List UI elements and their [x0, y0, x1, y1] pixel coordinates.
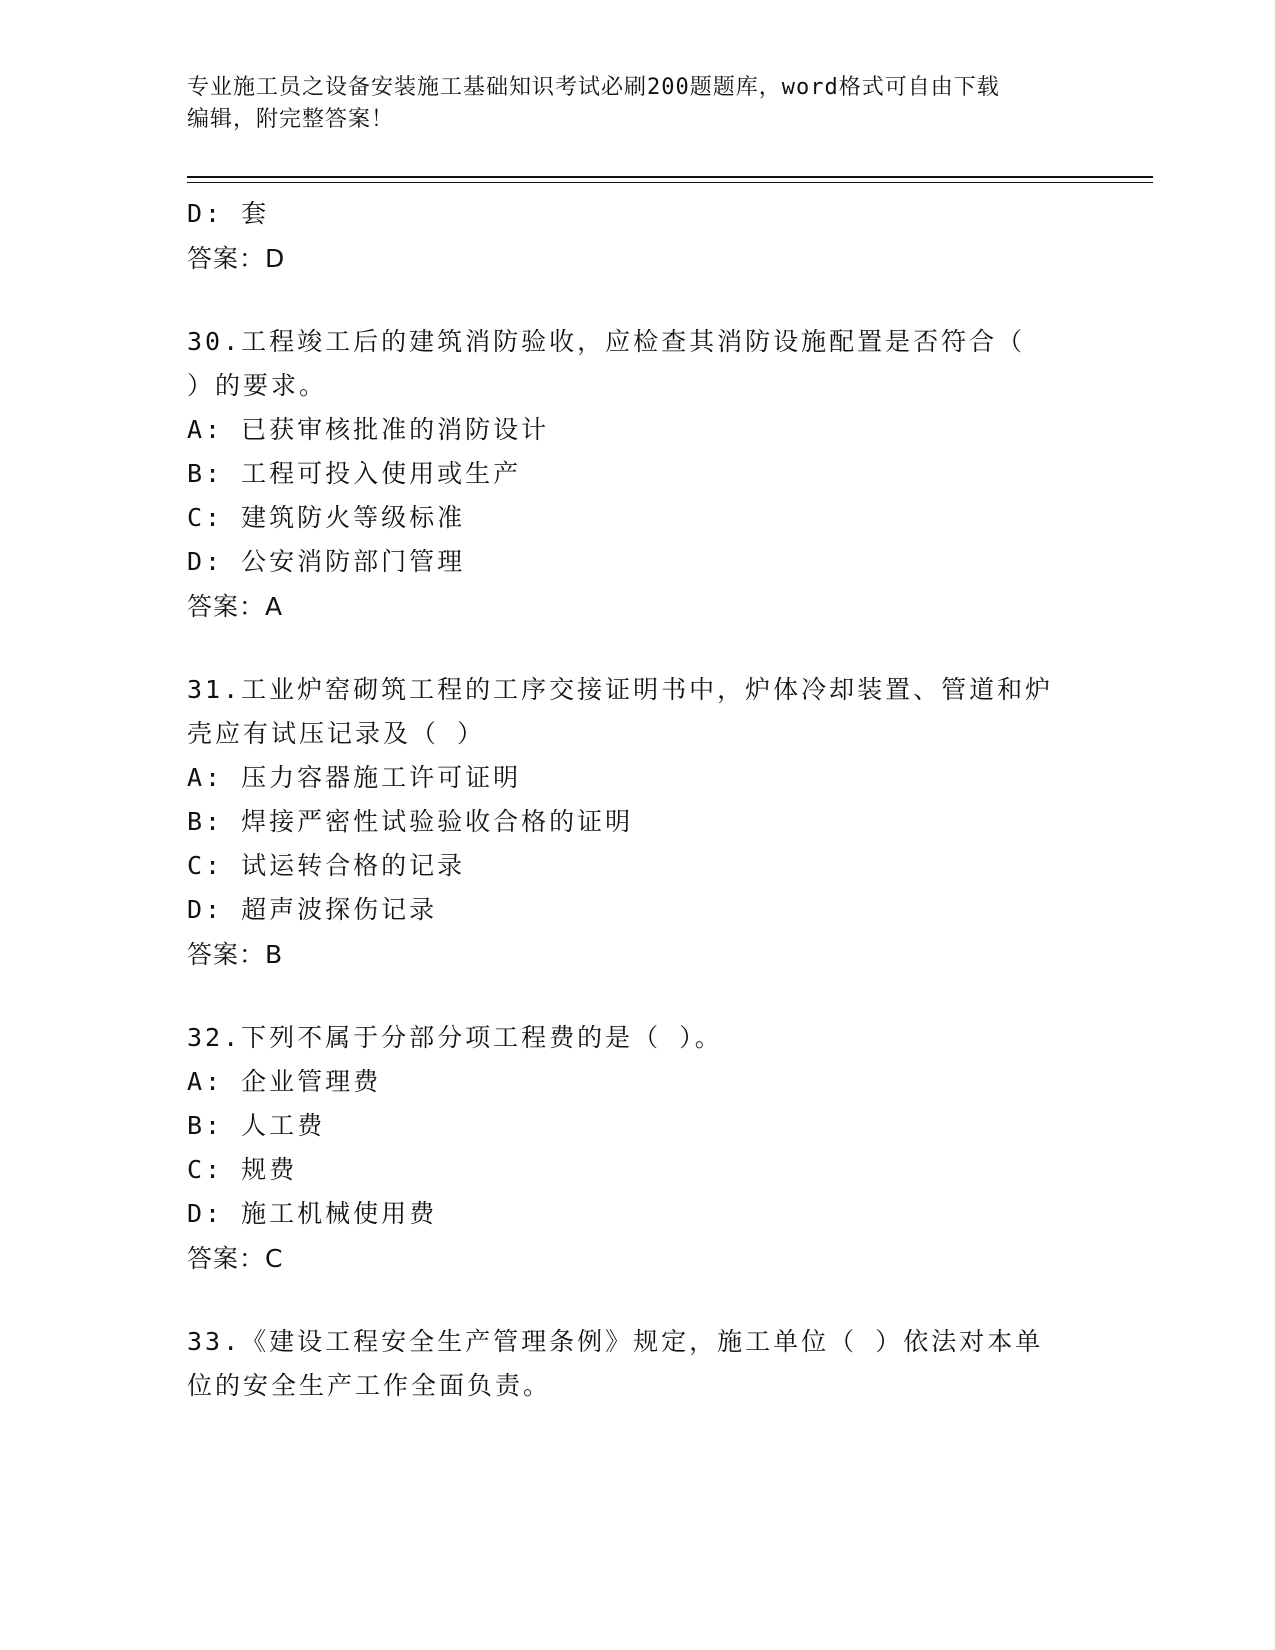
option-a: A: 压力容器施工许可证明: [187, 763, 522, 792]
option-c: C: 规费: [187, 1155, 298, 1184]
answer-label: 答案：C: [187, 1244, 284, 1273]
question-stem-line-1: 31.工业炉窑砌筑工程的工序交接证明书中，炉体冷却装置、管道和炉: [187, 675, 1054, 704]
option-c: C: 建筑防火等级标准: [187, 503, 466, 532]
header-rule-thick: [187, 176, 1153, 178]
header-title-line-1: 专业施工员之设备安装施工基础知识考试必刷200题题库，word格式可自由下载: [187, 75, 1000, 100]
option-d: D: 公安消防部门管理: [187, 547, 466, 576]
question-stem-line-2: 位的安全生产工作全面负责。: [187, 1371, 552, 1400]
answer-label: 答案：B: [187, 940, 284, 969]
option-d: D: 超声波探伤记录: [187, 895, 438, 924]
option-b: B: 焊接严密性试验验收合格的证明: [187, 807, 634, 836]
answer-label: 答案：A: [187, 592, 284, 621]
option-d: D: 套: [187, 199, 270, 228]
question-30: [187, 320, 1087, 630]
option-a: A: 企业管理费: [187, 1067, 382, 1096]
question-list: [187, 192, 1087, 1408]
option-d: D: 施工机械使用费: [187, 1199, 438, 1228]
option-b: B: 人工费: [187, 1111, 326, 1140]
question-stem-line-1: 32.下列不属于分部分项工程费的是（ ）。: [187, 1023, 723, 1052]
header-title-line-2: 编辑，附完整答案！: [187, 107, 395, 132]
question-stem-line-1: 30.工程竣工后的建筑消防验收，应检查其消防设施配置是否符合（: [187, 327, 1026, 356]
option-a: A: 已获审核批准的消防设计: [187, 415, 550, 444]
header-rule-thin: [187, 182, 1153, 183]
question-stem-line-1: 33.《建设工程安全生产管理条例》规定，施工单位（ ）依法对本单: [187, 1327, 1044, 1356]
question-31: [187, 668, 1087, 978]
question-stem-line-2: ）的要求。: [187, 371, 328, 400]
option-c: C: 试运转合格的记录: [187, 851, 466, 880]
page-header: [187, 72, 1087, 136]
question-stem-line-2: 壳应有试压记录及（ ）: [187, 719, 486, 748]
option-b: B: 工程可投入使用或生产: [187, 459, 522, 488]
question-fragment: [187, 192, 1087, 282]
question-32: [187, 1016, 1087, 1282]
question-33: [187, 1320, 1087, 1408]
answer-label: 答案：D: [187, 244, 286, 273]
